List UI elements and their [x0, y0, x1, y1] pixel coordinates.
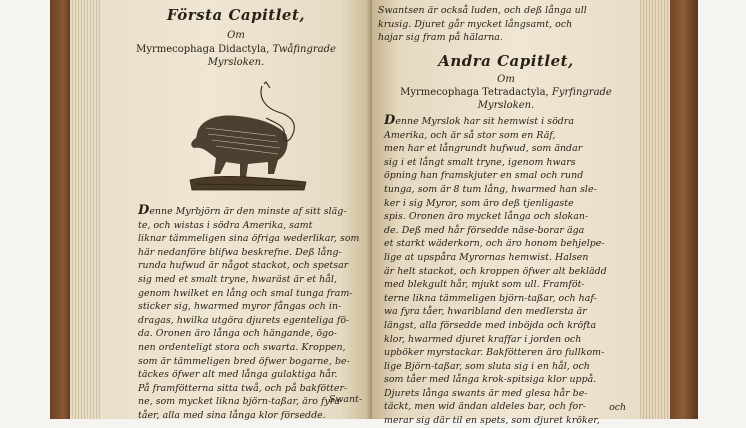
left-cover: [50, 0, 72, 419]
latin-name: Myrmecophaga Didactyla,: [136, 44, 270, 55]
species-title: [372, 87, 640, 98]
drop-cap: D: [384, 113, 396, 128]
right-top-text: [378, 4, 587, 45]
text-line: men har et långrundt hufwud, som ändar: [384, 143, 583, 155]
text-line: tunga, som är 8 tum lång, hwarmed han sle-: [384, 183, 597, 195]
text-line: et starkt wäderkorn, och äro honom behjelpe-: [384, 238, 605, 250]
left-body-text: [138, 204, 359, 423]
text-line: genom hwilket en lång och smal tunga fram-: [138, 287, 353, 299]
woodcut-ground: [190, 176, 306, 190]
text-line: de. Deß med hår försedde näse-borar äga: [384, 224, 585, 236]
text-line: terne likna tämmeligen björn-taßar, och haf-: [384, 292, 597, 304]
left-page-edges: [70, 0, 102, 419]
text-line: tåer, alla med sina långa klor försedde.: [138, 409, 326, 421]
text-line: lige at upspåra Myrornas hemwist. Halsen: [384, 251, 589, 263]
text-line: med blekgult hår, mjukt som ull. Framföt-: [384, 279, 585, 291]
text-line: runda hufwud är något stackot, och spetsar: [138, 260, 349, 272]
text-line-rest: enne Myrbjörn är den minste af sitt släg-: [149, 206, 347, 217]
text-line: [138, 204, 359, 219]
species-title: [100, 44, 372, 55]
text-line: sticker sig, hwarmed myror fångas och in-: [138, 301, 342, 313]
swedish-name-line2: Myrsloken.: [477, 100, 535, 111]
text-line: upböker myrstackar. Bakfötteren äro fullkom-: [384, 347, 605, 359]
text-line: täckt, men wid ändan aldeles bar, och for-: [384, 401, 586, 413]
text-line: På framfötterna sitta twå, och på bakfötter-: [138, 382, 348, 394]
catchword: Swant-: [328, 394, 362, 405]
text-line: här nedanföre blifwa beskrefne. Deß lång-: [138, 246, 342, 258]
text-line: är helt stackot, och kroppen öfwer alt beklädd: [384, 265, 607, 277]
catchword: och: [609, 402, 626, 413]
text-line: Amerika, och är så stor som en Räf,: [384, 129, 556, 141]
text-line: da. Oronen äro långa och hängande, ögo-: [138, 328, 337, 340]
text-line: som är tämmeligen bred öfwer bogarne, be-: [138, 355, 350, 367]
drop-cap: D: [138, 203, 150, 218]
text-line: spis. Oronen äro mycket långa och slokan-: [384, 211, 589, 223]
text-line: som tåer med långa krok-spitsiga klor uppå.: [384, 374, 597, 386]
chapter-heading: Första Capitlet,: [166, 6, 306, 24]
text-line: merar sig där til en spets, som djuret kröker,: [384, 415, 600, 427]
text-line: Swantsen är också luden, och deß långa ull: [378, 5, 587, 16]
text-line: lige Björn-taßar, som sluta sig i en hål, och: [384, 360, 590, 372]
text-line: krusig. Djuret går mycket långsamt, och: [378, 18, 573, 30]
right-page-edges: [638, 0, 670, 419]
text-line: wa fyra tåer, hwaribland den medlersta är: [384, 306, 587, 318]
text-line: Djurets långa swants är med glesa hår be-: [384, 387, 588, 399]
woodcut-body: [191, 116, 287, 178]
text-line: ne, som mycket likna björn-taßar, äro fyra: [138, 396, 341, 408]
right-body-text: [384, 114, 607, 428]
text-line: dragas, hwilka utgöra djurets egenteliga fö-: [138, 314, 350, 326]
text-line: [384, 114, 607, 129]
chapter-heading: Andra Capitlet,: [438, 52, 574, 70]
text-line-rest: enne Myrslok har sit hemwist i södra: [395, 116, 574, 127]
right-cover: [668, 0, 698, 419]
latin-name: Myrmecophaga Tetradactyla,: [400, 87, 549, 98]
text-line: täckes öfwer alt med långa gulaktiga hår.: [138, 369, 338, 381]
right-page: [372, 0, 640, 427]
woodcut-tail-tip: [264, 82, 270, 88]
swedish-name: Fyrfingrade: [551, 87, 612, 98]
text-line: öpning han framskjuter en smal och rund: [384, 170, 584, 182]
text-line: te, och wistas i södra Amerika, samt: [138, 219, 313, 231]
swedish-name: Twåfingrade: [272, 44, 336, 55]
text-line: sig med et smalt tryne, hwaräst är et hål,: [138, 273, 337, 285]
text-line: klor, hwarmed djuret kraffar i jorden och: [384, 333, 582, 345]
of-label: Om: [227, 30, 245, 41]
text-line: ker i sig Myror, som äro deß tjenligaste: [384, 197, 574, 209]
text-line: längst, alla försedde med inböjda och kröfta: [384, 319, 597, 331]
text-line: hajar sig fram på hälarna.: [378, 32, 503, 44]
text-line: liknar tämmeligen sina öfriga wederlikar, som: [138, 233, 360, 245]
left-page: [100, 0, 372, 419]
anteater-woodcut: [186, 78, 310, 196]
text-line: sig i et långt smalt tryne, igenom hwars: [384, 156, 576, 168]
text-line: nen ordenteligt stora och swarta. Kroppen,: [138, 341, 346, 353]
swedish-name-line2: Myrsloken.: [207, 57, 265, 68]
of-label: Om: [497, 74, 515, 85]
